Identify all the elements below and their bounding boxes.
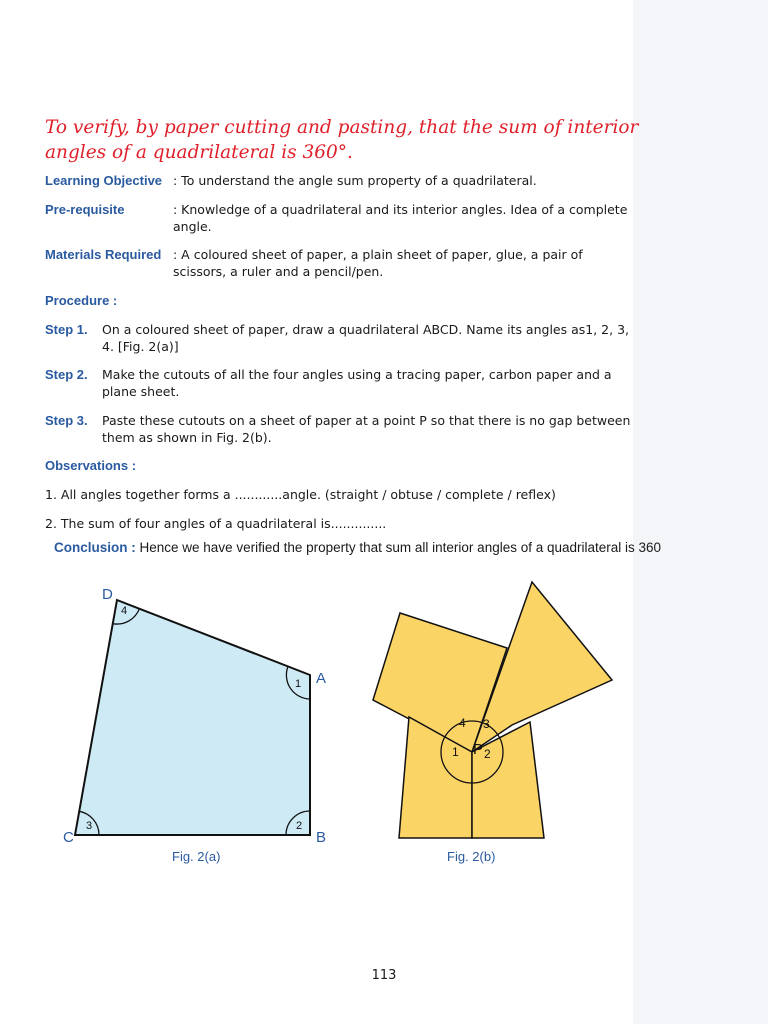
procedure-heading: Procedure :: [45, 293, 118, 308]
step-3-text: Paste these cutouts on a sheet of paper at a point P so that there is no gap between them as shown in Fig. 2(b).: [102, 413, 631, 445]
step-3-label: Step 3.: [45, 413, 88, 428]
angle-label-2: 2: [296, 820, 303, 832]
page-number: 113: [371, 968, 397, 983]
activity-title: To verify, by paper cutting and pasting, that the sum of interior angles of a quadrilateral is 360°.: [45, 117, 639, 163]
cutout-label-2: 2: [484, 747, 491, 761]
conclusion-row: [54, 540, 661, 555]
learning-objective-label: Learning Objective: [45, 173, 163, 188]
angle-label-1: 1: [295, 678, 302, 690]
conclusion-text: Hence we have verified the property that sum all interior angles of a quadrilateral is 360: [139, 540, 662, 555]
prerequisite-label: Pre-requisite: [45, 202, 125, 217]
figures-canvas: [0, 580, 700, 850]
angle-label-4: 4: [121, 605, 128, 617]
step-2-text: Make the cutouts of all the four angles using a tracing paper, carbon paper and a plane sheet.: [102, 367, 612, 399]
quadrilateral-abcd: [63, 586, 326, 846]
learning-objective-text: : To understand the angle sum property of a quadrilateral.: [173, 173, 537, 188]
prerequisite-text: : Knowledge of a quadrilateral and its interior angles. Idea of a complete angle.: [173, 202, 628, 234]
page-edge-strip: [633, 0, 768, 1024]
materials-text: : A coloured sheet of paper, a plain sheet of paper, glue, a pair of scissors, a ruler and a pencil/pen.: [173, 247, 583, 279]
fig-2a-caption: Fig. 2(a): [172, 849, 221, 864]
observation-1: 1. All angles together forms a ............angle. (straight / obtuse / complete / reflex): [45, 487, 556, 502]
vertex-label-b: B: [316, 829, 327, 846]
cutout-label-3: 3: [483, 717, 490, 731]
step-2-label: Step 2.: [45, 367, 88, 382]
conclusion-label: Conclusion :: [54, 540, 136, 555]
materials-label: Materials Required: [45, 247, 162, 262]
step-1-text: On a coloured sheet of paper, draw a quadrilateral ABCD. Name its angles as1, 2, 3, 4. [Fig. 2(a)]: [102, 322, 629, 354]
fig-2b-caption: Fig. 2(b): [447, 849, 496, 864]
point-p-label: P: [473, 741, 484, 758]
observation-2: 2. The sum of four angles of a quadrilateral is..............: [45, 516, 387, 531]
step-1-label: Step 1.: [45, 322, 88, 337]
angle-cutouts-figure: [373, 582, 612, 838]
vertex-label-a: A: [316, 670, 327, 687]
quadrilateral-shape: [75, 600, 310, 835]
observations-heading: Observations :: [45, 458, 137, 473]
angle-label-3: 3: [86, 820, 93, 832]
vertex-label-c: C: [63, 829, 74, 846]
vertex-label-d: D: [102, 586, 113, 603]
cutout-label-4: 4: [459, 716, 466, 730]
cutout-label-1: 1: [452, 745, 459, 759]
